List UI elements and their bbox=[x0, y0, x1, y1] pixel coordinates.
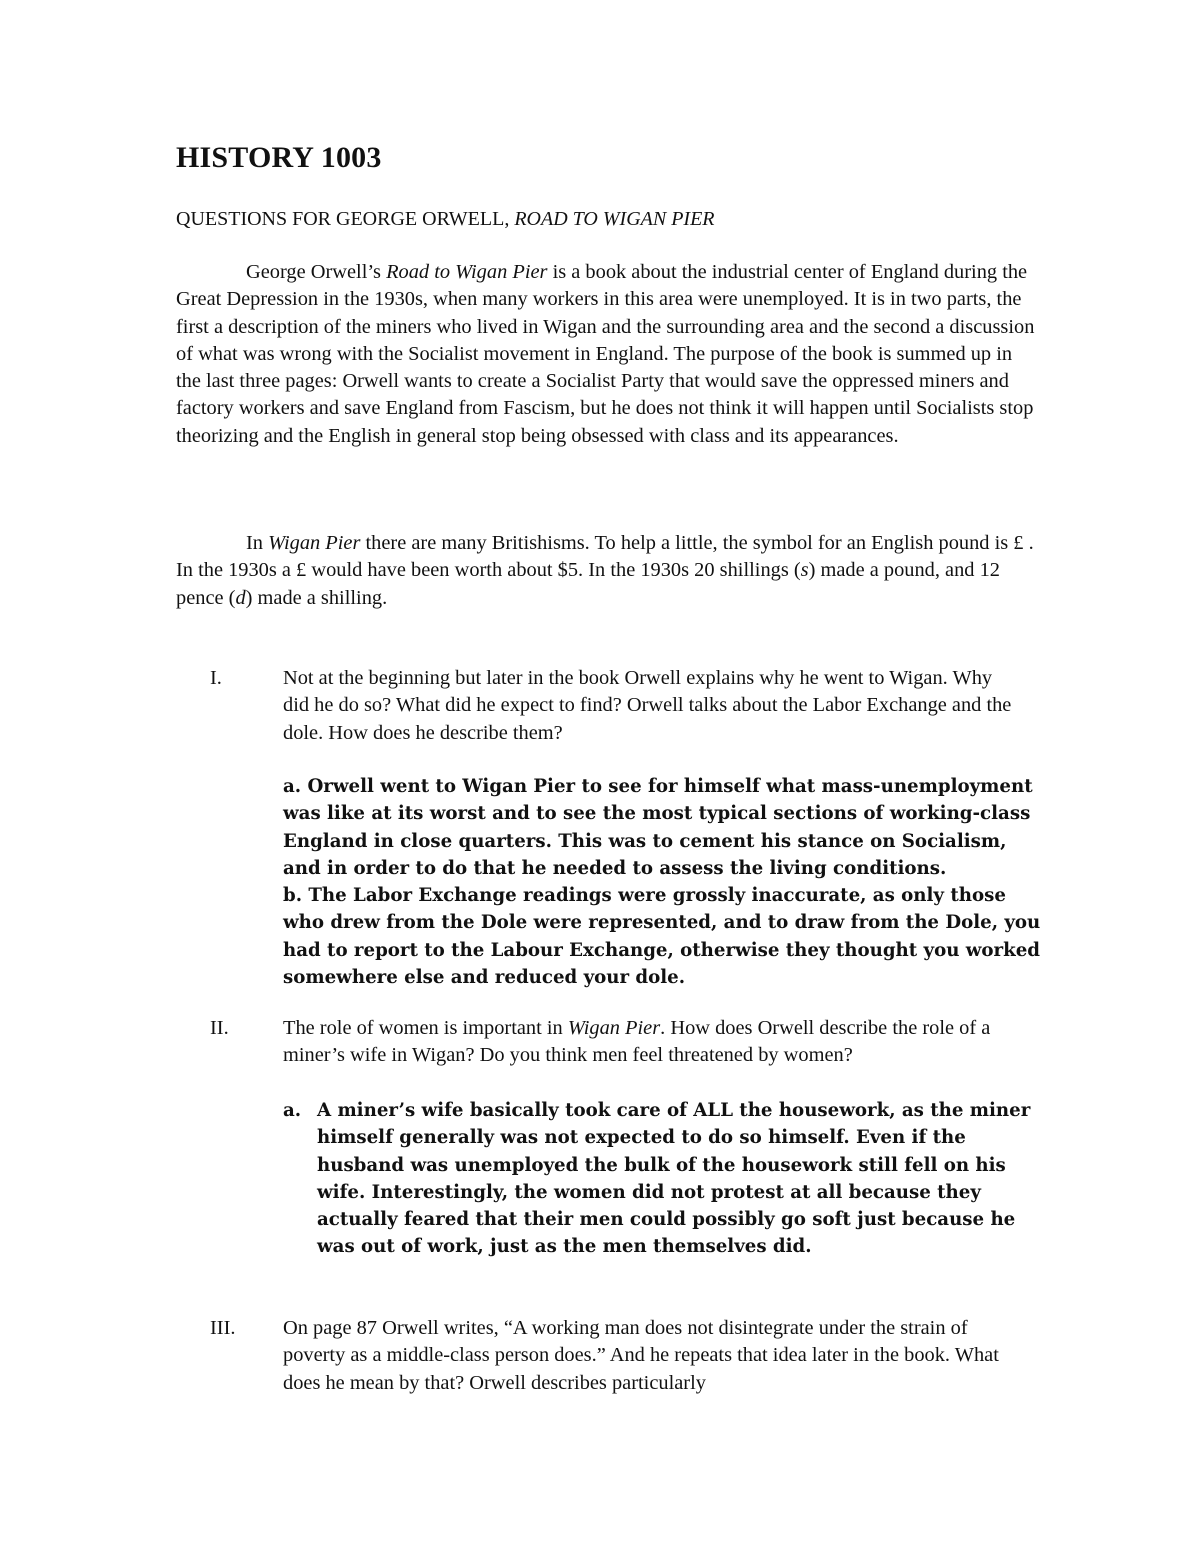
intro-p2-text-b: there are many Britishisms. To help a little, the symbol for an English pound is £ . In the 1930s a £ would have been worth about $5. In the 1930s 20 shillings ( bbox=[176, 532, 1034, 582]
intro-p1-text-b: is a book about the industrial center of England during the Great Depression in the 1930s, when many workers in this area were unemployed. It is in two parts, the first a description of the miners who lived in Wigan and the surrounding area and the second a discussion of what was wrong with the Socialist movement in England. The purpose of the book is summed up in the last three pages: Orwell wants to create a Socialist Party that would save the oppressed miners and factory workers and save England from Fascism, but he does not think it will happen until Socialists stop theorizing and the English in general stop being obsessed with class and its appearances. bbox=[176, 261, 1035, 447]
question-text: Not at the beginning but later in the book Orwell explains why he went to Wigan. Why did he do so? What did he expect to find? Orwell talks about the Labor Exchange and the dole. How does he describe them? bbox=[283, 667, 1012, 744]
intro-p2-text-c: ) made a pound, and 12 pence ( bbox=[176, 559, 1000, 609]
answer-block bbox=[283, 1097, 1043, 1261]
intro-p2-text-e: ) made a shilling. bbox=[245, 586, 388, 609]
question-book-title: Wigan Pier bbox=[567, 1017, 661, 1039]
intro-p2-book-title: Wigan Pier bbox=[268, 532, 361, 554]
answer-a: a. Orwell went to Wigan Pier to see for himself what mass-unemployment was like at its worst and to see the most typical sections of working-class England in close quarters. This was to cement his stance on Socialism, and in order to do that he needed to assess the living conditions. bbox=[283, 776, 1033, 879]
question-number: I. bbox=[210, 667, 222, 689]
answer-text: A miner’s wife basically took care of ALL the housework, as the miner himself generally was not expected to do so himself. Even if the husband was unemployed the bulk of the housework still fell on his wife. Interestingly, the women did not protest at all because they actually feared that their men could possibly go soft just because he was out of work, just as the men themselves did. bbox=[317, 1100, 1031, 1258]
question-number: III. bbox=[210, 1317, 236, 1339]
page-subtitle bbox=[176, 208, 715, 231]
intro-p2-shilling-symbol: s bbox=[800, 559, 809, 582]
intro-p2-pence-symbol: d bbox=[235, 586, 246, 609]
intro-p1-book-title: Road to Wigan Pier bbox=[386, 261, 548, 283]
intro-p2-text-a: In bbox=[246, 532, 269, 554]
page-title: HISTORY 1003 bbox=[176, 141, 382, 174]
question-number: II. bbox=[210, 1017, 229, 1039]
intro-paragraph-2 bbox=[176, 530, 1036, 612]
subtitle-book-title: ROAD TO WIGAN PIER bbox=[514, 208, 715, 230]
answer-a bbox=[283, 1097, 1043, 1261]
answer-b: b. The Labor Exchange readings were grossly inaccurate, as only those who drew from the Dole were represented, and to draw from the Dole, you had to report to the Labour Exchange, otherwise they thought you worked somewhere else and reduced your dole. bbox=[283, 885, 1041, 989]
question-text: On page 87 Orwell writes, “A working man does not disintegrate under the strain of poverty as a middle-class person does.” And he repeats that idea later in the book. What does he mean by that? Orwell describes particularly bbox=[283, 1317, 999, 1394]
question-text-a: The role of women is important in bbox=[283, 1017, 568, 1039]
intro-paragraph-1 bbox=[176, 259, 1036, 450]
answer-block bbox=[283, 773, 1043, 991]
question-text bbox=[283, 1015, 1023, 1070]
intro-p1-text-a: George Orwell’s bbox=[246, 261, 387, 283]
answer-marker: a. bbox=[283, 1100, 302, 1121]
subtitle-prefix: QUESTIONS FOR GEORGE ORWELL, bbox=[176, 208, 515, 230]
question-text-b: . How does Orwell describe the role of a miner’s wife in Wigan? Do you think men feel threatened by women? bbox=[283, 1017, 991, 1067]
